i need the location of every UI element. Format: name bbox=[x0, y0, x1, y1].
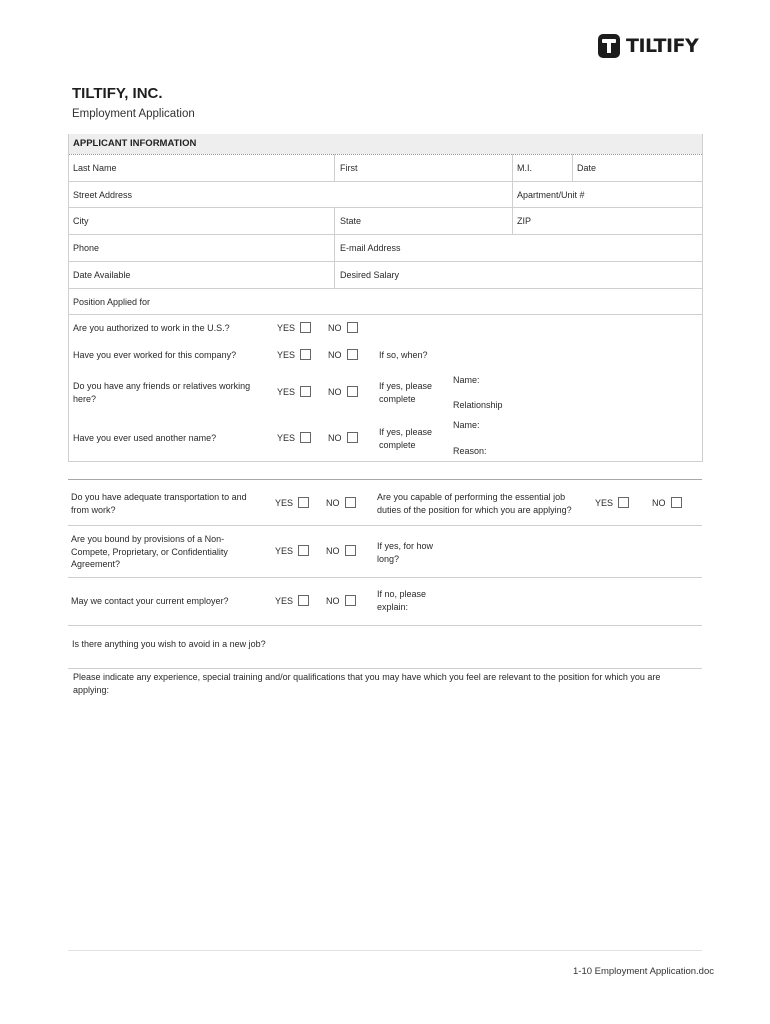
position-applied-field[interactable]: Position Applied for bbox=[73, 297, 151, 307]
other-name-field[interactable]: Name: bbox=[453, 420, 480, 430]
no-option[interactable] bbox=[328, 349, 358, 361]
yes-option[interactable] bbox=[595, 497, 629, 509]
yes-option[interactable] bbox=[277, 349, 311, 361]
no-option[interactable] bbox=[652, 497, 682, 509]
no-option[interactable] bbox=[326, 545, 356, 557]
question-noncompete: Are you bound by provisions of a Non-Compete, Proprietary, or Confidentiality Agreement? bbox=[71, 534, 228, 569]
yes-option[interactable] bbox=[277, 386, 311, 398]
row-divider bbox=[68, 288, 702, 289]
applicant-section-header bbox=[68, 134, 702, 154]
avoid-field[interactable]: Is there anything you wish to avoid in a new job? bbox=[72, 639, 266, 649]
last-name-field[interactable]: Last Name bbox=[73, 163, 117, 173]
checkbox[interactable] bbox=[671, 497, 682, 508]
checkbox[interactable] bbox=[345, 545, 356, 556]
other-name-reason-field[interactable]: Reason: bbox=[453, 446, 487, 456]
yes-label: YES bbox=[277, 387, 296, 397]
yes-label: YES bbox=[595, 498, 614, 508]
question-transportation: Do you have adequate transportation to and from work? bbox=[71, 492, 247, 515]
row-divider bbox=[68, 181, 702, 182]
question-contact-employer: May we contact your current employer? bbox=[71, 596, 229, 606]
checkbox[interactable] bbox=[300, 432, 311, 443]
street-address-field[interactable]: Street Address bbox=[73, 190, 133, 200]
checkbox[interactable] bbox=[347, 322, 358, 333]
row-divider bbox=[68, 234, 702, 235]
worked-when-field[interactable]: If so, when? bbox=[379, 350, 428, 360]
row-divider bbox=[68, 577, 702, 578]
col-divider bbox=[334, 154, 335, 181]
col-divider bbox=[334, 207, 335, 288]
yes-option[interactable] bbox=[275, 595, 309, 607]
table-border-left bbox=[68, 134, 69, 462]
zip-field[interactable]: ZIP bbox=[517, 216, 532, 226]
row-divider bbox=[68, 461, 702, 462]
col-divider bbox=[512, 154, 513, 181]
checkbox[interactable] bbox=[347, 432, 358, 443]
other-name-followup-label: If yes, please complete bbox=[379, 427, 433, 450]
yes-label: YES bbox=[277, 323, 296, 333]
email-field[interactable]: E-mail Address bbox=[340, 243, 401, 253]
table-border-right bbox=[702, 134, 703, 462]
yes-label: YES bbox=[277, 433, 296, 443]
checkbox[interactable] bbox=[345, 595, 356, 606]
question-friends: Do you have any friends or relatives working here? bbox=[73, 381, 251, 404]
section-divider bbox=[68, 479, 702, 480]
row-divider bbox=[68, 207, 702, 208]
row-divider bbox=[68, 625, 702, 626]
no-label: NO bbox=[328, 387, 342, 397]
footer-divider bbox=[68, 950, 702, 951]
row-divider bbox=[68, 668, 702, 669]
no-option[interactable] bbox=[328, 386, 358, 398]
row-divider bbox=[68, 314, 702, 315]
checkbox[interactable] bbox=[298, 595, 309, 606]
yes-option[interactable] bbox=[275, 545, 309, 557]
date-available-field[interactable]: Date Available bbox=[73, 270, 131, 280]
yes-label: YES bbox=[277, 350, 296, 360]
no-label: NO bbox=[328, 350, 342, 360]
checkbox[interactable] bbox=[300, 349, 311, 360]
checkbox[interactable] bbox=[347, 349, 358, 360]
yes-label: YES bbox=[275, 546, 294, 556]
footer-filename: 1-10 Employment Application.doc bbox=[573, 966, 714, 977]
checkbox[interactable] bbox=[347, 386, 358, 397]
yes-label: YES bbox=[275, 498, 294, 508]
phone-field[interactable]: Phone bbox=[73, 243, 100, 253]
checkbox[interactable] bbox=[345, 497, 356, 508]
col-divider bbox=[572, 154, 573, 181]
no-label: NO bbox=[328, 323, 342, 333]
desired-salary-field[interactable]: Desired Salary bbox=[340, 270, 400, 280]
no-option[interactable] bbox=[326, 595, 356, 607]
checkbox[interactable] bbox=[300, 322, 311, 333]
checkbox[interactable] bbox=[298, 497, 309, 508]
no-label: NO bbox=[328, 433, 342, 443]
question-worked-here: Have you ever worked for this company? bbox=[73, 350, 237, 360]
yes-option[interactable] bbox=[277, 322, 311, 334]
no-label: NO bbox=[326, 596, 340, 606]
question-authorized: Are you authorized to work in the U.S.? bbox=[73, 323, 230, 333]
no-option[interactable] bbox=[326, 497, 356, 509]
section-title: APPLICANT INFORMATION bbox=[73, 138, 197, 149]
tiltify-logo-icon bbox=[598, 34, 620, 58]
friends-relationship-field[interactable]: Relationship bbox=[453, 400, 503, 410]
yes-label: YES bbox=[275, 596, 294, 606]
yes-option[interactable] bbox=[275, 497, 309, 509]
question-other-name: Have you ever used another name? bbox=[73, 433, 217, 443]
middle-initial-field[interactable]: M.I. bbox=[517, 163, 532, 173]
experience-field[interactable]: Please indicate any experience, special training and/or qualifications that you may have which you feel are relevant to the position for which you are applying: bbox=[73, 672, 661, 695]
no-option[interactable] bbox=[328, 432, 358, 444]
no-label: NO bbox=[652, 498, 666, 508]
col-divider bbox=[512, 181, 513, 207]
row-divider bbox=[68, 261, 702, 262]
first-name-field[interactable]: First bbox=[340, 163, 358, 173]
checkbox[interactable] bbox=[618, 497, 629, 508]
logo-text: TILTIFY bbox=[626, 35, 699, 57]
no-label: NO bbox=[326, 498, 340, 508]
no-label: NO bbox=[326, 546, 340, 556]
divider bbox=[68, 154, 702, 155]
yes-option[interactable] bbox=[277, 432, 311, 444]
contact-explain-field[interactable]: If no, please explain: bbox=[377, 589, 427, 612]
city-field[interactable]: City bbox=[73, 216, 89, 226]
state-field[interactable]: State bbox=[340, 216, 362, 226]
document-title: Employment Application bbox=[72, 108, 195, 120]
question-capable: Are you capable of performing the essential job duties of the position for which you are applying? bbox=[377, 492, 572, 515]
no-option[interactable] bbox=[328, 322, 358, 334]
date-field[interactable]: Date bbox=[577, 163, 597, 173]
friends-name-field[interactable]: Name: bbox=[453, 375, 480, 385]
checkbox[interactable] bbox=[298, 545, 309, 556]
company-name: TILTIFY, INC. bbox=[72, 85, 163, 102]
friends-followup-label: If yes, please complete bbox=[379, 381, 433, 404]
row-divider bbox=[68, 525, 702, 526]
checkbox[interactable] bbox=[300, 386, 311, 397]
noncompete-duration-field[interactable]: If yes, for how long? bbox=[377, 541, 434, 564]
col-divider bbox=[512, 207, 513, 234]
apartment-field[interactable]: Apartment/Unit # bbox=[517, 190, 585, 200]
